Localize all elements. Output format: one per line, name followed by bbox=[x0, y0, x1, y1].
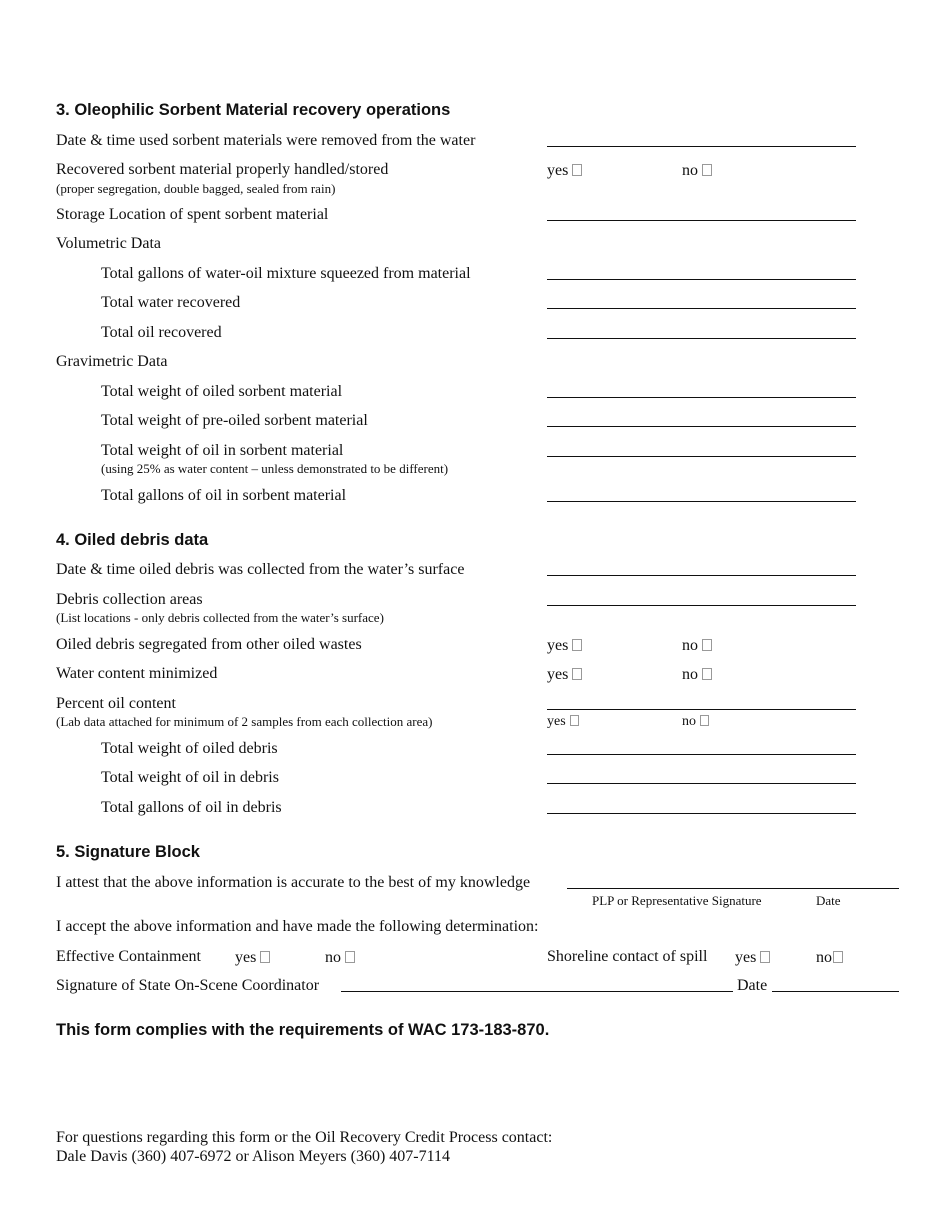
shoreline-no-checkbox[interactable] bbox=[833, 951, 843, 963]
segregated-no-checkbox[interactable] bbox=[702, 639, 712, 651]
shoreline-label: Shoreline contact of spill bbox=[547, 948, 708, 965]
containment-yes-checkbox[interactable] bbox=[260, 951, 270, 963]
water-min-yes-option[interactable]: yes bbox=[547, 666, 582, 684]
shoreline-yes-checkbox[interactable] bbox=[760, 951, 770, 963]
segregated-yes-checkbox[interactable] bbox=[572, 639, 582, 651]
areas-field[interactable] bbox=[547, 605, 856, 606]
grav-gallons-field[interactable] bbox=[547, 501, 856, 502]
vol-oil-field[interactable] bbox=[547, 338, 856, 339]
section-3-heading: 3. Oleophilic Sorbent Material recovery operations bbox=[56, 101, 451, 119]
percent-field[interactable] bbox=[547, 709, 856, 710]
accept-text: I accept the above information and have made the following determination: bbox=[56, 918, 539, 935]
plp-date-caption: Date bbox=[816, 893, 841, 908]
state-signature-field[interactable] bbox=[341, 991, 733, 992]
gravimetric-heading: Gravimetric Data bbox=[56, 353, 168, 370]
grav-oiled-label: Total weight of oiled sorbent material bbox=[101, 383, 343, 400]
grav-oiled-field[interactable] bbox=[547, 397, 856, 398]
handled-label: Recovered sorbent material properly handled/stored bbox=[56, 161, 389, 178]
water-min-no-option[interactable]: no bbox=[682, 666, 712, 684]
vol-gallons-field[interactable] bbox=[547, 279, 856, 280]
water-min-no-checkbox[interactable] bbox=[702, 668, 712, 680]
containment-yes-option[interactable]: yes bbox=[235, 949, 270, 967]
handled-no-option[interactable]: no bbox=[682, 162, 712, 180]
containment-label: Effective Containment bbox=[56, 948, 201, 965]
plp-signature-field[interactable] bbox=[567, 888, 899, 889]
debris-weight-field[interactable] bbox=[547, 754, 856, 755]
compliance-statement: This form complies with the requirements of WAC 173-183-870. bbox=[56, 1021, 550, 1039]
lab-data-yes-option[interactable]: yes bbox=[547, 714, 579, 730]
grav-oil-field[interactable] bbox=[547, 456, 856, 457]
handled-yes-option[interactable]: yes bbox=[547, 162, 582, 180]
areas-label: Debris collection areas bbox=[56, 591, 203, 608]
grav-preoiled-label: Total weight of pre-oiled sorbent material bbox=[101, 412, 368, 429]
debris-gallons-label: Total gallons of oil in debris bbox=[101, 799, 282, 816]
plp-signature-caption: PLP or Representative Signature bbox=[592, 893, 762, 908]
section-4-heading: 4. Oiled debris data bbox=[56, 531, 209, 549]
grav-oil-note: (using 25% as water content – unless demonstrated to be different) bbox=[101, 461, 449, 476]
volumetric-heading: Volumetric Data bbox=[56, 235, 162, 252]
state-signature-label: Signature of State On-Scene Coordinator bbox=[56, 977, 320, 994]
segregated-yes-option[interactable]: yes bbox=[547, 637, 582, 655]
shoreline-yes-option[interactable]: yes bbox=[735, 949, 770, 967]
lab-data-no-option[interactable]: no bbox=[682, 714, 709, 730]
grav-oil-label: Total weight of oil in sorbent material bbox=[101, 442, 344, 459]
section-5-heading: 5. Signature Block bbox=[56, 843, 200, 861]
debris-oil-weight-label: Total weight of oil in debris bbox=[101, 769, 279, 786]
date-removed-field[interactable] bbox=[547, 146, 856, 147]
lab-data-no-checkbox[interactable] bbox=[700, 715, 709, 726]
grav-preoiled-field[interactable] bbox=[547, 426, 856, 427]
vol-water-field[interactable] bbox=[547, 308, 856, 309]
contact-line-1: For questions regarding this form or the Oil Recovery Credit Process contact: bbox=[56, 1129, 553, 1146]
lab-data-yes-checkbox[interactable] bbox=[570, 715, 579, 726]
containment-no-option[interactable]: no bbox=[325, 949, 355, 967]
vol-water-label: Total water recovered bbox=[101, 294, 241, 311]
segregated-no-option[interactable]: no bbox=[682, 637, 712, 655]
debris-oil-weight-field[interactable] bbox=[547, 783, 856, 784]
date-removed-label: Date & time used sorbent materials were removed from the water bbox=[56, 132, 476, 149]
vol-oil-label: Total oil recovered bbox=[101, 324, 222, 341]
water-min-yes-checkbox[interactable] bbox=[572, 668, 582, 680]
debris-gallons-field[interactable] bbox=[547, 813, 856, 814]
contact-line-2: Dale Davis (360) 407-6972 or Alison Meyers (360) 407-7114 bbox=[56, 1148, 451, 1165]
state-date-label: Date bbox=[737, 977, 768, 994]
areas-note: (List locations - only debris collected from the water’s surface) bbox=[56, 610, 384, 625]
grav-gallons-label: Total gallons of oil in sorbent material bbox=[101, 487, 347, 504]
state-date-field[interactable] bbox=[772, 991, 899, 992]
handled-no-checkbox[interactable] bbox=[702, 164, 712, 176]
handled-note: (proper segregation, double bagged, sealed from rain) bbox=[56, 181, 336, 196]
segregated-label: Oiled debris segregated from other oiled wastes bbox=[56, 636, 362, 653]
handled-yes-checkbox[interactable] bbox=[572, 164, 582, 176]
containment-no-checkbox[interactable] bbox=[345, 951, 355, 963]
percent-label: Percent oil content bbox=[56, 695, 176, 712]
date-collected-field[interactable] bbox=[547, 575, 856, 576]
vol-gallons-label: Total gallons of water-oil mixture squeezed from material bbox=[101, 265, 471, 282]
storage-field[interactable] bbox=[547, 220, 856, 221]
storage-label: Storage Location of spent sorbent material bbox=[56, 206, 329, 223]
water-min-label: Water content minimized bbox=[56, 665, 218, 682]
percent-note: (Lab data attached for minimum of 2 samples from each collection area) bbox=[56, 714, 433, 729]
shoreline-no-option[interactable]: no bbox=[816, 949, 843, 967]
debris-weight-label: Total weight of oiled debris bbox=[101, 740, 278, 757]
date-collected-label: Date & time oiled debris was collected from the water’s surface bbox=[56, 561, 465, 578]
attest-text: I attest that the above information is accurate to the best of my knowledge bbox=[56, 874, 531, 891]
